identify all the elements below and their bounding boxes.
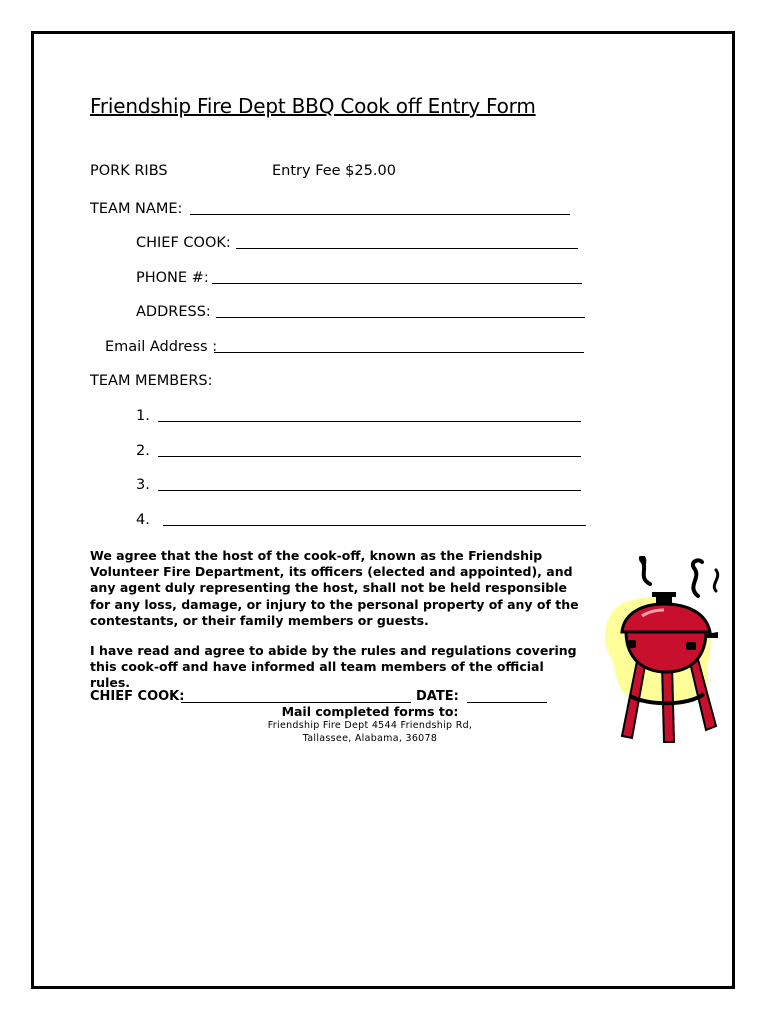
grill-vent bbox=[628, 640, 636, 648]
bbq-grill-icon bbox=[598, 556, 728, 746]
phone-label: PHONE #: bbox=[136, 270, 209, 286]
phone-field[interactable] bbox=[212, 283, 582, 284]
member-field-3[interactable] bbox=[158, 490, 581, 491]
mail-heading: Mail completed forms to: bbox=[281, 704, 459, 719]
date-field[interactable] bbox=[467, 702, 547, 703]
team-name-label: TEAM NAME: bbox=[90, 201, 183, 217]
member-number: 1. bbox=[136, 408, 150, 424]
team-members-label: TEAM MEMBERS: bbox=[90, 373, 213, 389]
member-number: 2. bbox=[136, 443, 150, 459]
smoke-line bbox=[693, 560, 702, 596]
address-field[interactable] bbox=[216, 317, 585, 318]
form-title: Friendship Fire Dept BBQ Cook off Entry Form bbox=[90, 94, 536, 118]
mail-address-line1: Friendship Fire Dept 4544 Friendship Rd, bbox=[267, 720, 473, 731]
chief-cook-field[interactable] bbox=[236, 248, 578, 249]
member-number: 3. bbox=[136, 477, 150, 493]
member-number: 4. bbox=[136, 512, 150, 528]
grill-vent bbox=[686, 642, 696, 650]
signature-field[interactable] bbox=[181, 702, 411, 703]
team-name-field[interactable] bbox=[190, 214, 570, 215]
member-field-1[interactable] bbox=[158, 421, 581, 422]
member-field-4[interactable] bbox=[163, 525, 586, 526]
grill-vent bbox=[656, 596, 672, 605]
category-label: PORK RIBS bbox=[90, 163, 168, 179]
smoke-line bbox=[641, 557, 650, 584]
smoke-line bbox=[714, 570, 717, 591]
agreement-paragraph: I have read and agree to abide by the rules and regulations covering this cook-off and have informed all team members of the official rules. bbox=[90, 643, 577, 691]
address-label: ADDRESS: bbox=[136, 304, 211, 320]
mail-block bbox=[200, 704, 540, 745]
liability-paragraph: We agree that the host of the cook-off, known as the Friendship Volunteer Fire Department, its officers (elected and appointed), and any agent duly representing the host, shall not be held responsible for any loss, damage, or injury to the personal property of any of the contestants, or their family members or guests. bbox=[90, 548, 579, 628]
signature-label: CHIEF COOK: bbox=[90, 689, 185, 704]
email-field[interactable] bbox=[214, 352, 584, 353]
email-label: Email Address : bbox=[105, 339, 218, 355]
grill-handle bbox=[652, 592, 676, 597]
chief-cook-label: CHIEF COOK: bbox=[136, 235, 231, 251]
mail-address-line2: Tallassee, Alabama, 36078 bbox=[302, 733, 438, 744]
member-field-2[interactable] bbox=[158, 456, 581, 457]
date-label: DATE: bbox=[416, 689, 459, 704]
entry-fee: Entry Fee $25.00 bbox=[272, 163, 396, 179]
